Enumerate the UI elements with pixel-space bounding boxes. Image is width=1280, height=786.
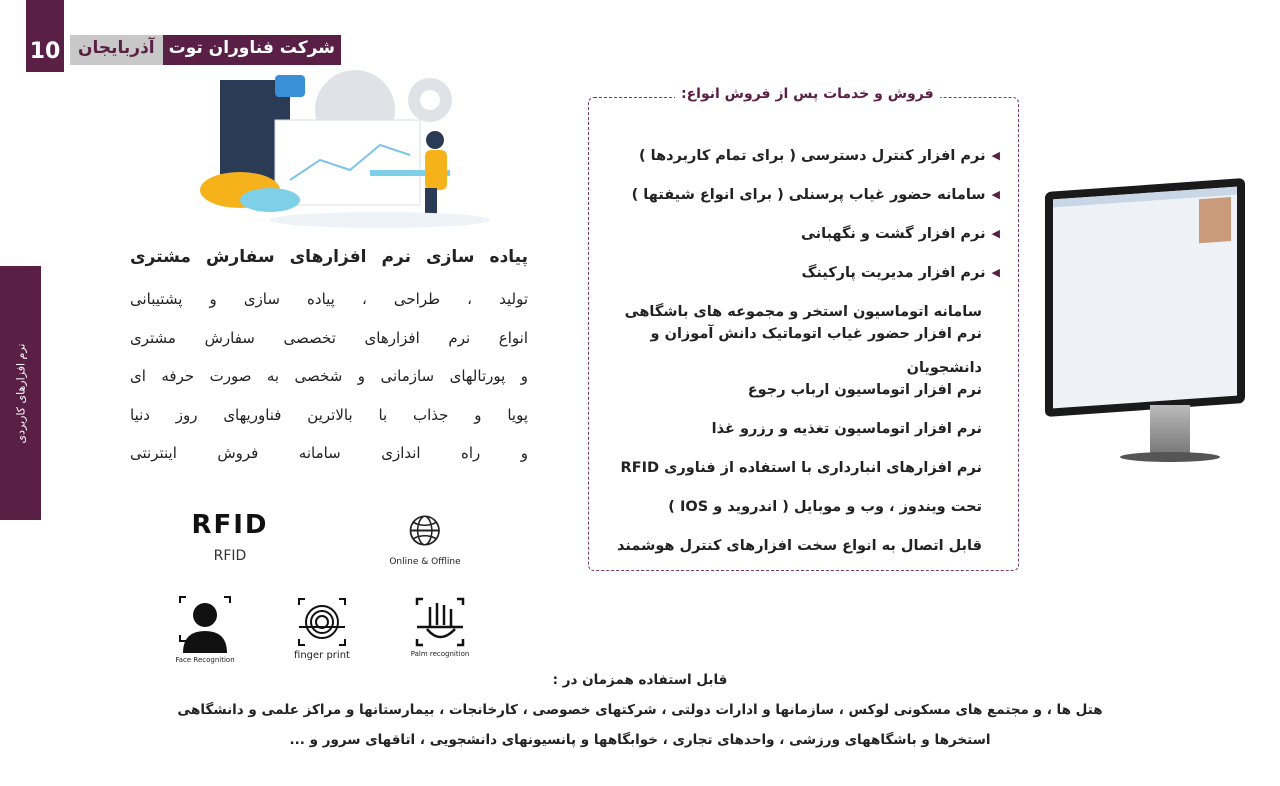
face-recognition-feature bbox=[160, 595, 250, 664]
palm-recognition-feature bbox=[395, 597, 485, 658]
service-item-text: نرم افزار اتوماسیون ارباب رجوع bbox=[747, 381, 982, 398]
custom-software-section bbox=[130, 244, 528, 473]
service-item-text: نرم افزارهای انبارداری با استفاده از فناوری RFID bbox=[620, 459, 982, 476]
usage-title: قابل استفاده همزمان در : bbox=[552, 672, 728, 688]
bullet-icon: ◀ bbox=[991, 226, 1000, 240]
paragraph-line: پویا و جذاب با بالاترین فناوریهای روز دنیا bbox=[130, 405, 528, 424]
service-item-text: قابل اتصال به انواع سخت افزارهای کنترل هوشمند bbox=[617, 537, 982, 554]
palm-recognition-label: Palm recognition bbox=[410, 650, 470, 658]
rfid-label: RFID bbox=[213, 548, 247, 564]
face-recognition-icon bbox=[178, 595, 232, 653]
service-item bbox=[600, 325, 1000, 376]
page-number: 10 bbox=[26, 0, 64, 72]
service-item bbox=[600, 448, 1000, 487]
service-item bbox=[600, 409, 1000, 448]
online-offline-label: Online & Offline bbox=[389, 557, 461, 567]
bullet-icon: ◀ bbox=[991, 265, 1000, 279]
online-offline-feature bbox=[380, 505, 470, 567]
software-screenshot bbox=[1053, 187, 1237, 409]
service-item-text: تحت ویندوز ، وب و موبایل ( اندروید و IOS ) bbox=[668, 498, 982, 515]
paragraph-line: و راه اندازی سامانه فروش اینترنتی bbox=[130, 444, 528, 462]
service-item bbox=[600, 214, 1000, 253]
service-item bbox=[600, 136, 1000, 175]
monitor-base bbox=[1120, 452, 1220, 462]
service-item-text: نرم افزار کنترل دسترسی ( برای تمام کاربردها ) bbox=[638, 147, 986, 164]
service-item-text: نرم افزار گشت و نگهبانی bbox=[800, 225, 986, 242]
monitor-stand bbox=[1150, 405, 1190, 455]
globe-sync-icon: 🌐︎ bbox=[408, 506, 442, 555]
company-name-part2: آذربایجان bbox=[70, 35, 163, 65]
fingerprint-label: finger print bbox=[294, 650, 350, 661]
paragraph-line: و پورتالهای سازمانی و شخصی به صورت حرفه ای bbox=[130, 367, 528, 385]
usage-line: هتل ها ، و مجتمع های مسکونی لوکس ، سازمانها و ادارات دولتی ، شرکتهای خصوصی ، کارخانجات ، بیمارستانها و مراکز علمی و دانشگاهی bbox=[177, 702, 1103, 718]
services-list bbox=[600, 136, 1000, 565]
service-item-text: نرم افزار اتوماسیون تغذیه و رزرو غذا bbox=[711, 420, 982, 437]
section-title: پیاده سازی نرم افزارهای سفارش مشتری bbox=[130, 247, 528, 267]
service-item bbox=[600, 253, 1000, 292]
service-item-text: سامانه حضور غیاب پرسنلی ( برای انواع شیفتها ) bbox=[631, 186, 986, 203]
services-title: فروش و خدمات پس از فروش انواع: bbox=[675, 86, 940, 102]
service-item-text: سامانه اتوماسیون استخر و مجموعه های باشگاهی bbox=[624, 303, 982, 320]
rfid-logo-icon: RFID bbox=[191, 510, 269, 540]
bullet-icon: ◀ bbox=[991, 187, 1000, 201]
bullet-icon: ◀ bbox=[991, 148, 1000, 162]
paragraph-line: انواع نرم افزارهای تخصصی سفارش مشتری bbox=[130, 328, 528, 347]
service-item-text: نرم افزار حضور غیاب اتوماتیک دانش آموزان و دانشجویان bbox=[650, 325, 982, 376]
section-side-tab bbox=[0, 266, 41, 520]
side-tab-label: نرم افزارهای کاربردی bbox=[14, 343, 27, 443]
palm-icon bbox=[415, 597, 465, 647]
company-name-part1: شرکت فناوران توت bbox=[163, 35, 341, 65]
developer-illustration bbox=[180, 60, 500, 230]
monitor-screenshot bbox=[1045, 178, 1245, 417]
service-item bbox=[600, 487, 1000, 526]
fingerprint-feature bbox=[277, 597, 367, 661]
fingerprint-icon bbox=[297, 597, 347, 647]
rfid-feature bbox=[185, 510, 275, 564]
service-item bbox=[600, 175, 1000, 214]
face-recognition-label: Face Recognition bbox=[175, 656, 235, 664]
usage-section bbox=[150, 665, 1130, 755]
service-item-text: نرم افزار مدیریت پارکینگ bbox=[801, 264, 986, 281]
usage-line: استخرها و باشگاههای ورزشی ، واحدهای تجاری ، خوابگاهها و پانسیونهای دانشجویی ، اتاقهای سرور و ... bbox=[289, 732, 991, 748]
service-item bbox=[600, 526, 1000, 565]
paragraph-line: تولید ، طراحی ، پیاده سازی و پشتیبانی bbox=[130, 290, 528, 308]
